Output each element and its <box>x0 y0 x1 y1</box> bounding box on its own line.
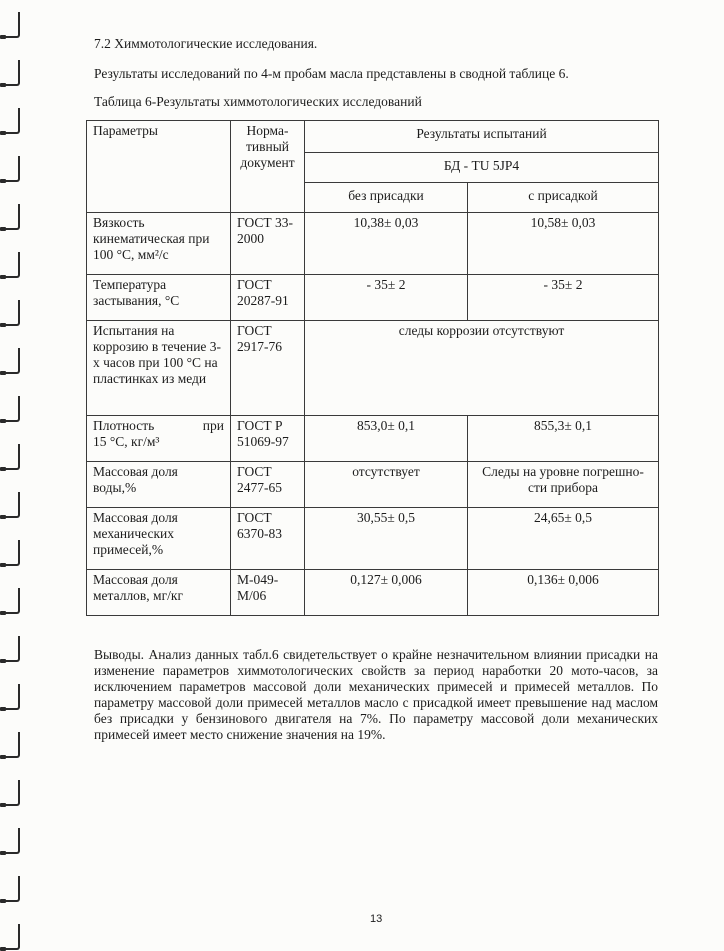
cell-without-additive: 853,0± 0,1 <box>305 416 468 462</box>
cell-document: М-049-М/06 <box>231 570 305 616</box>
cell-document: ГОСТ 20287-91 <box>231 275 305 321</box>
conclusion-paragraph: Выводы. Анализ данных табл.6 свидетельствует о крайне незначительном влиянии присадки на изменение параметров химмотологических свойств за период наработки 20 мото-часов, за исключением параметров массовой доли механических примесей и примесей металлов. По параметру массовой доли примесей металлов масло с присадкой имеет превышение над маслом без присадки у бензинового двигателя на 7%. По параметру массовой доли механических примесей имеет место снижение значения на 19%. <box>94 647 658 742</box>
cell-parameter: Температура застывания, °С <box>87 275 231 321</box>
table-row <box>87 508 659 570</box>
section-heading: 7.2 Химмотологические исследования. <box>94 36 318 51</box>
binding-ring <box>4 156 20 182</box>
binding-ring <box>4 492 20 518</box>
cell-document: ГОСТ 2477-65 <box>231 462 305 508</box>
header-normative-document: Норма-тивный документ <box>231 121 305 213</box>
header-without-additive: без присадки <box>305 183 468 213</box>
parameter-word: Плотность <box>93 418 155 433</box>
table-row <box>87 570 659 616</box>
cell-parameter: Массовая доля воды,% <box>87 462 231 508</box>
header-parameters: Параметры <box>87 121 231 213</box>
cell-without-additive: отсутствует <box>305 462 468 508</box>
page-number: 13 <box>370 913 383 925</box>
results-table <box>86 120 659 616</box>
parameter-line <box>93 418 224 434</box>
binding-ring <box>4 828 20 854</box>
binding-ring <box>4 252 20 278</box>
cell-parameter <box>87 416 231 462</box>
cell-parameter: Вязкость кинематическая при 100 °С, мм²/с <box>87 213 231 275</box>
cell-parameter: Испытания на коррозию в течение 3-х часов при 100 °С на пластинках из меди <box>87 321 231 416</box>
cell-document: ГОСТ 6370-83 <box>231 508 305 570</box>
cell-document: ГОСТ 33-2000 <box>231 213 305 275</box>
binding-ring <box>4 12 20 38</box>
cell-without-additive: 0,127± 0,006 <box>305 570 468 616</box>
binding-ring <box>4 684 20 710</box>
binding-ring <box>4 540 20 566</box>
cell-parameter: Массовая доля металлов, мг/кг <box>87 570 231 616</box>
cell-with-additive: 855,3± 0,1 <box>468 416 659 462</box>
cell-with-additive: Следы на уровне погрешно-сти прибора <box>468 462 659 508</box>
header-with-additive: с присадкой <box>468 183 659 213</box>
cell-document: ГОСТ 2917-76 <box>231 321 305 416</box>
binding-ring <box>4 348 20 374</box>
table-row <box>87 275 659 321</box>
binding-ring <box>4 732 20 758</box>
binding-ring <box>4 396 20 422</box>
binding-ring <box>4 588 20 614</box>
binding-ring <box>4 60 20 86</box>
cell-merged-result: следы коррозии отсутствуют <box>305 321 659 416</box>
table-row <box>87 416 659 462</box>
table-row <box>87 321 659 416</box>
cell-with-additive: 24,65± 0,5 <box>468 508 659 570</box>
header-sample: БД - TU 5JP4 <box>305 153 659 183</box>
cell-with-additive: - 35± 2 <box>468 275 659 321</box>
cell-parameter: Массовая доля механических примесей,% <box>87 508 231 570</box>
table-row <box>87 213 659 275</box>
binding-ring <box>4 876 20 902</box>
cell-without-additive: 30,55± 0,5 <box>305 508 468 570</box>
binding-ring <box>4 444 20 470</box>
binding-ring <box>4 204 20 230</box>
binding-ring <box>4 636 20 662</box>
cell-without-additive: - 35± 2 <box>305 275 468 321</box>
table-header-row <box>87 121 659 153</box>
table-caption: Таблица 6-Результаты химмотологических исследований <box>94 94 422 109</box>
binding-ring <box>4 924 20 950</box>
table-row <box>87 462 659 508</box>
spiral-binding <box>0 0 30 950</box>
binding-ring <box>4 300 20 326</box>
parameter-line: 15 °С, кг/м³ <box>93 434 160 449</box>
binding-ring <box>4 108 20 134</box>
parameter-word: при <box>202 418 224 433</box>
intro-paragraph: Результаты исследований по 4-м пробам масла представлены в сводной таблице 6. <box>94 66 569 81</box>
cell-with-additive: 10,58± 0,03 <box>468 213 659 275</box>
cell-without-additive: 10,38± 0,03 <box>305 213 468 275</box>
cell-with-additive: 0,136± 0,006 <box>468 570 659 616</box>
header-results: Результаты испытаний <box>305 121 659 153</box>
binding-ring <box>4 780 20 806</box>
cell-document: ГОСТ Р 51069-97 <box>231 416 305 462</box>
